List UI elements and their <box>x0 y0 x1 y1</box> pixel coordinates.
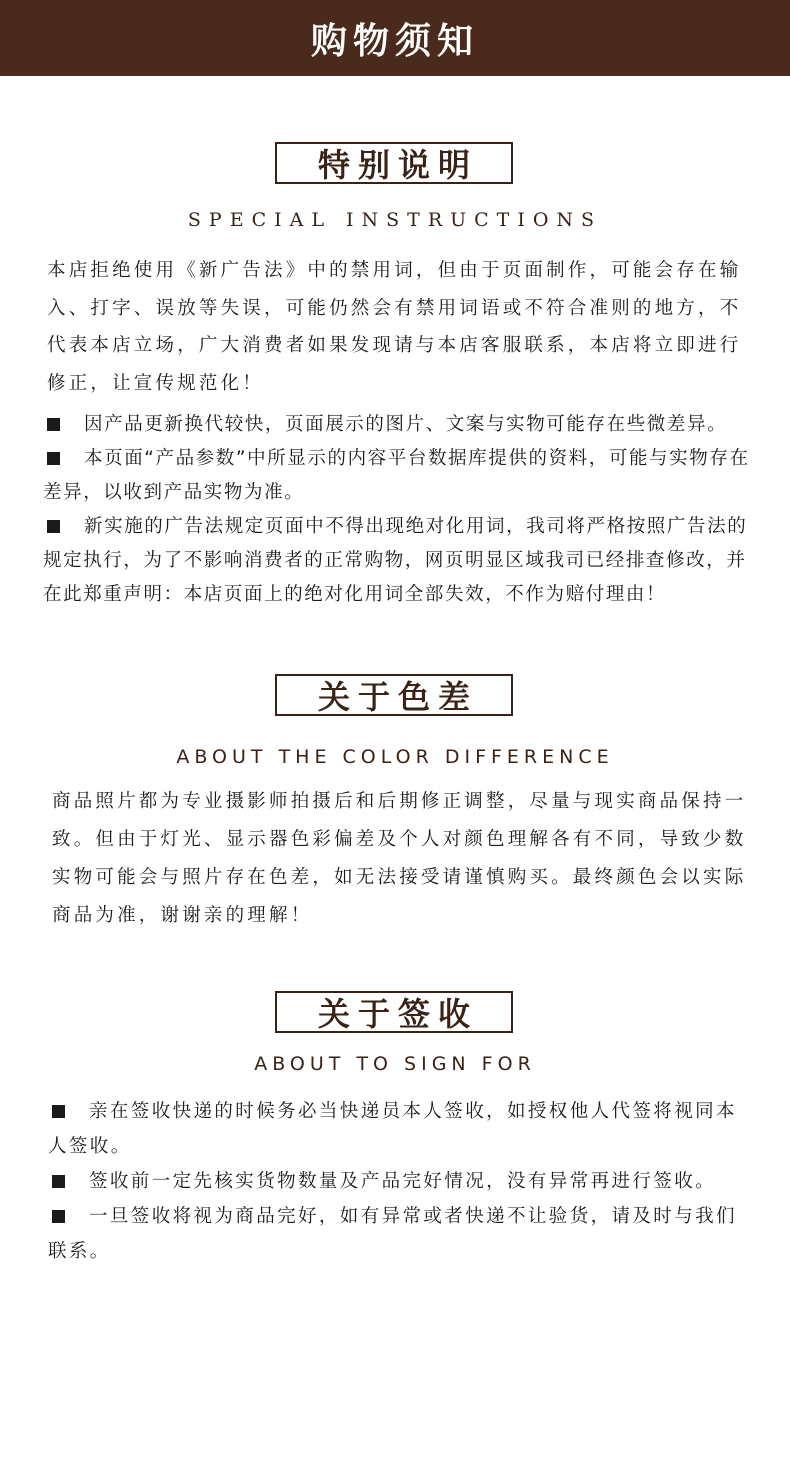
color-section-subtitle: ABOUT THE COLOR DIFFERENCE <box>176 746 614 768</box>
special-section-subtitle: SPECIAL INSTRUCTIONS <box>187 209 603 231</box>
square-bullet-icon <box>47 452 60 465</box>
color-section-title: 关于色差 <box>317 678 478 716</box>
list-item <box>43 510 751 612</box>
list-item <box>48 1199 754 1269</box>
square-bullet-icon <box>52 1175 65 1188</box>
square-bullet-icon <box>47 418 60 431</box>
header-bar <box>0 0 790 76</box>
color-paragraph: 商品照片都为专业摄影师拍摄后和后期修正调整，尽量与现实商品保持一致。但由于灯光、显示器色彩偏差及个人对颜色理解各有不同，导致少数实物可能会与照片存在色差，如无法接受请谨慎购买。最终颜色会以实际商品为准，谢谢亲的理解！ <box>52 791 747 926</box>
sign-section-title: 关于签收 <box>317 995 478 1033</box>
sign-bullet-text: 签收前一定先核实货物数量及产品完好情况，没有异常再进行签收。 <box>89 1171 717 1192</box>
square-bullet-icon <box>47 520 60 533</box>
list-item <box>43 442 751 510</box>
sign-section-subtitle: ABOUT TO SIGN FOR <box>254 1053 536 1075</box>
color-section-title-box <box>275 674 513 716</box>
special-bullet-text: 新实施的广告法规定页面中不得出现绝对化用词，我司将严格按照广告法的规定执行，为了不影响消费者的正常购物，网页明显区域我司已经排查修改，并在此郑重声明：本店页面上的绝对化用词全部失效，不作为赔付理由！ <box>43 516 748 605</box>
list-item <box>48 1094 754 1164</box>
sign-section-title-box <box>275 991 513 1033</box>
special-intro-paragraph: 本店拒绝使用《新广告法》中的禁用词，但由于页面制作，可能会存在输入、打字、误放等失误，可能仍然会有禁用词语或不符合准则的地方，不代表本店立场，广大消费者如果发现请与本店客服联系，本店将立即进行修正，让宣传规范化！ <box>47 260 742 394</box>
list-item <box>43 408 751 442</box>
list-item <box>48 1164 754 1199</box>
special-bullet-text: 因产品更新换代较快，页面展示的图片、文案与实物可能存在些微差异。 <box>84 414 728 435</box>
square-bullet-icon <box>52 1105 65 1118</box>
square-bullet-icon <box>52 1210 65 1223</box>
special-section-title: 特别说明 <box>317 146 478 184</box>
sign-bullet-text: 亲在签收快递的时候务必当快递员本人签收，如授权他人代签将视同本人签收。 <box>48 1101 737 1157</box>
special-bullet-text: 本页面“产品参数”中所显示的内容平台数据库提供的资料，可能与实物存在差异，以收到产品实物为准。 <box>43 448 750 503</box>
special-section-title-box <box>275 142 513 184</box>
sign-bullet-text: 一旦签收将视为商品完好，如有异常或者快递不让验货，请及时与我们联系。 <box>48 1206 737 1262</box>
sign-bullet-list <box>48 1094 754 1269</box>
page-title: 购物须知 <box>310 20 479 62</box>
special-bullet-list <box>43 408 751 612</box>
